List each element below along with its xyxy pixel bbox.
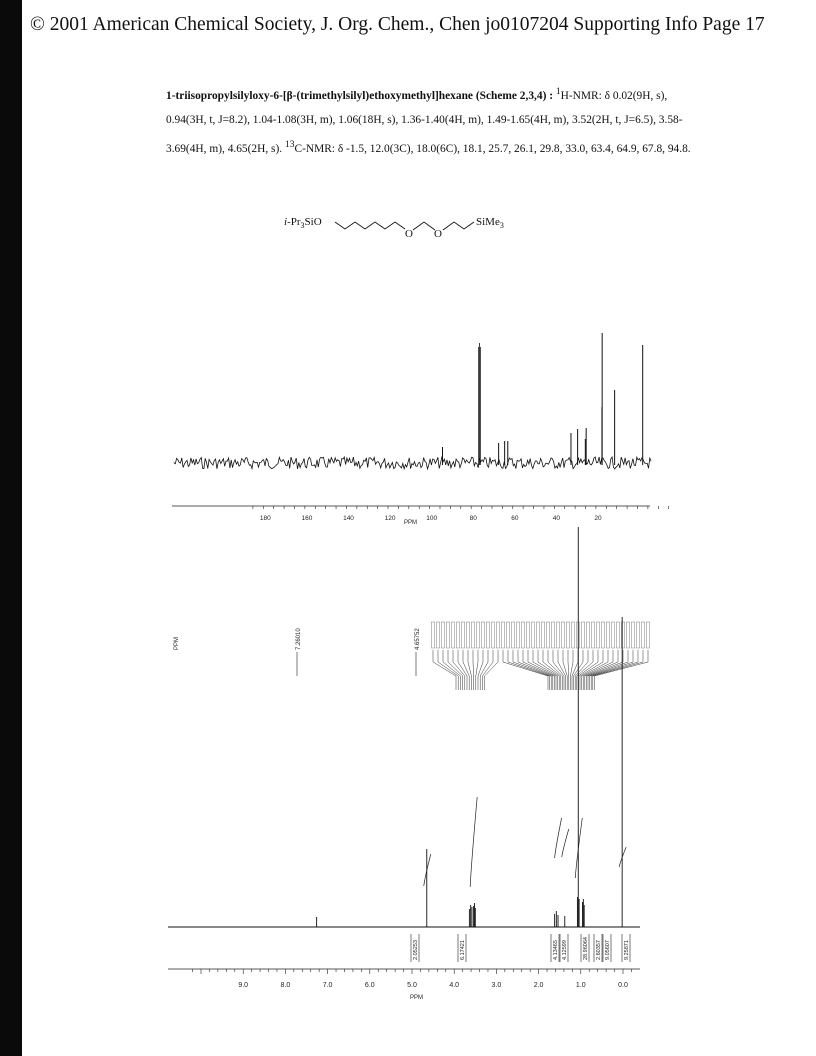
h1-integral-label: 2.60357 <box>596 940 602 960</box>
h1-axis-unit: PPM <box>410 995 424 1001</box>
h1-peak-list-entry <box>556 622 559 648</box>
scan-edge-bar <box>0 0 22 1056</box>
h1-peak-list-leader <box>508 650 550 690</box>
h1-peak-list-leader <box>518 650 553 690</box>
h1-tick-label: 0.0 <box>618 982 628 989</box>
h1-peak-list-entry <box>461 622 464 648</box>
c-nmr-label: C-NMR: <box>294 142 335 155</box>
h1-peak-list-leader <box>458 650 467 690</box>
h1-peak-list-entry <box>591 622 594 648</box>
h1-peak-list-leader <box>443 650 460 690</box>
h1-peak-list-entry <box>581 622 584 648</box>
h1-peak-list-leader <box>586 650 623 690</box>
h1-tick-label: 1.0 <box>575 982 586 989</box>
h1-peak-list-leader <box>570 650 573 690</box>
copyright-symbol: © <box>30 14 45 35</box>
c13-tick-label: 60 <box>511 515 519 522</box>
h1-peak-list-entry <box>561 622 564 648</box>
h1-peak-list-leader <box>582 650 608 690</box>
h1-peak-list-entry <box>506 622 509 648</box>
h1-integral-label: 9.25871 <box>624 940 630 960</box>
c13-tick-label: 140 <box>343 515 354 522</box>
h1-peak-list-leader <box>503 650 548 690</box>
h1-integral-curve <box>562 829 569 857</box>
h1-peak-list-leader <box>533 650 558 690</box>
h1-peak-list-entry <box>571 622 574 648</box>
h1-peak-label-465: 4.65752 <box>415 628 421 650</box>
structure-right-group: SiMe$_3$ <box>476 216 504 230</box>
h1-integral-label: 9.05607 <box>605 940 611 960</box>
h1-peak-list-entry <box>601 622 604 648</box>
h1-peak-list-leader <box>468 650 471 690</box>
h1-integral-label: 2.05253 <box>413 940 419 960</box>
header-text: 2001 American Chemical Society, J. Org. Chem., Chen jo0107204 Supporting Info Page 17 <box>44 14 765 35</box>
c13-peaks <box>442 333 642 465</box>
h1-peak-list-leader <box>433 650 456 690</box>
h1-peak-label-726: 7.26010 <box>296 628 302 650</box>
c13-tick-label: 40 <box>552 515 561 522</box>
h1-tick-label: 6.0 <box>364 982 375 989</box>
h1-peak-list-leader <box>553 650 564 690</box>
chemical-structure <box>284 210 544 240</box>
h1-peak-list-entry <box>611 622 614 648</box>
h1-integral-curve <box>424 854 431 886</box>
h1-integral-curve <box>555 818 562 858</box>
c13-tick-label: 20 <box>594 515 602 522</box>
h1-peak-list-entry <box>521 622 524 648</box>
h1-peak-list-entry <box>516 622 519 648</box>
h1-peak-list-entry <box>486 622 489 648</box>
structure-acetal <box>413 222 435 230</box>
h1-peak-list-entry <box>496 622 499 648</box>
h1-peak-list-entry <box>441 622 444 648</box>
c13-tick-label: 160 <box>301 515 313 522</box>
h1-integral-curves <box>424 797 626 887</box>
h1-peak-list <box>431 622 649 690</box>
h-nmr-superscript: 1 <box>555 87 561 97</box>
h1-peak-list-leader <box>543 650 561 690</box>
c13-tick-label: 80 <box>469 515 477 522</box>
h1-tick-label: 7.0 <box>322 982 333 989</box>
h1-tick-label: 4.0 <box>449 982 460 989</box>
h1-peak-list-entry <box>446 622 449 648</box>
c13-axis-unit: PPM <box>404 520 418 526</box>
h1-peak-list-entry <box>476 622 479 648</box>
c13-tick-label: 100 <box>426 515 438 522</box>
h1-tick-label: 3.0 <box>491 982 502 989</box>
h1-peak-list-leader <box>563 650 567 690</box>
compound-title: 1-triisopropylsilyloxy-6-[β-(trimethylsilyl)ethoxymethyl]hexane (Scheme 2,3,4) : <box>166 89 553 102</box>
h1-integral-label: 4.12599 <box>562 940 568 960</box>
h1-peak-list-entry <box>596 622 599 648</box>
c13-tick-label: 120 <box>384 515 396 522</box>
h1-peak-list-entry <box>481 622 484 648</box>
structure-chain <box>335 222 405 229</box>
h1-peak-list-entry <box>616 622 619 648</box>
h1-peak-list-entry <box>456 622 459 648</box>
h1-integral-label: 28.96064 <box>583 937 589 960</box>
h1-peak-list-leader <box>574 650 583 690</box>
h1-tick-label: 2.0 <box>533 982 544 989</box>
h1-peak-list-leader <box>485 650 498 690</box>
h1-peak-list-leader <box>463 650 469 690</box>
h-nmr-label: H-NMR: <box>560 89 602 102</box>
h1-peaks <box>317 527 623 927</box>
h1-peak-list-leader <box>538 650 559 690</box>
h1-peak-list-leader <box>585 650 618 690</box>
h1-tick-label: 8.0 <box>280 982 291 989</box>
h1-integral-curve <box>470 797 477 887</box>
h1-peak-list-leader <box>594 650 648 690</box>
h1-peak-list-leader <box>590 650 633 690</box>
h1-integral-labels <box>411 934 630 962</box>
h1-peak-list-leader <box>578 650 598 690</box>
h1-peak-list-entry <box>526 622 529 648</box>
h1-integral-curve <box>619 847 626 867</box>
h1-peak-list-leader <box>558 650 566 690</box>
h1-peak-list-leader <box>568 650 569 690</box>
c13-tick-label: 180 <box>259 515 271 522</box>
h1-peak-list-entry <box>536 622 539 648</box>
h1-peak-list-leader <box>580 650 603 690</box>
h1-integral-label: 6.17421 <box>460 940 466 960</box>
h1-peak-list-entry <box>621 622 624 648</box>
c-nmr-superscript: 13 <box>284 139 295 150</box>
h1-peak-list-leader <box>572 650 578 690</box>
h1-peak-list-leader <box>575 650 588 690</box>
h1-peak-list-entry <box>491 622 494 648</box>
h-nmr-data: δ 0.02(9H, s), 0.94(3H, t, J=8.2), 1.04-1.08(3H, m), 1.06(18H, s), 1.36-1.40(4H, m), 1.49-1.65(4H, m), 3.52(2H, t, J=6.5), 3.58-3.69(4H, m), 4.65(2H, s). <box>166 89 683 155</box>
h1-peak-list-leader <box>438 650 458 690</box>
h1-peak-list-entry <box>646 622 649 648</box>
c-nmr-data: δ -1.5, 12.0(3C), 18.0(6C), 18.1, 25.7, 26.1, 29.8, 33.0, 63.4, 64.9, 67.8, 94.8. <box>337 142 691 155</box>
h1-peak-list-entry <box>576 622 579 648</box>
h1-peak-list-entry <box>501 622 504 648</box>
h1-peak-list-header: PPM <box>174 636 180 650</box>
page-header <box>30 14 765 36</box>
h1-peak-list-leader <box>480 650 488 690</box>
h1-peak-list-entry <box>436 622 439 648</box>
h1-peak-list-leader <box>548 650 562 690</box>
h1-peak-list-leader <box>588 650 628 690</box>
c13-baseline-noise <box>174 457 651 469</box>
h1-peak-list-entry <box>631 622 634 648</box>
h1-peak-list-entry <box>531 622 534 648</box>
h1-peak-list-entry <box>431 622 434 648</box>
h1-peak-list-entry <box>451 622 454 648</box>
h1-peak-list-leader <box>478 650 483 690</box>
h1-peak-list-leader <box>593 650 643 690</box>
h1-peak-list-leader <box>482 650 493 690</box>
h1-peak-list-entry <box>466 622 469 648</box>
h1-peak-list-leader <box>591 650 638 690</box>
h1-peak-list-leader <box>448 650 463 690</box>
h1-peak-list-entry <box>586 622 589 648</box>
h1-tick-label: 5.0 <box>407 982 417 989</box>
structure-left-group: $i-Pr_3SiO$ <box>284 216 322 230</box>
h1-peak-list-leader <box>453 650 465 690</box>
h1-peak-list-leader <box>473 650 474 690</box>
h1-peak-list-entry <box>471 622 474 648</box>
h1-peak-list-leader <box>528 650 556 690</box>
compound-description <box>166 80 706 161</box>
structure-ethyl <box>443 222 474 230</box>
h1-peak-list-entry <box>511 622 514 648</box>
h1-integral-curve <box>575 818 582 878</box>
structure-oxygen-2: O <box>434 228 442 240</box>
h1-peak-list-leader <box>583 650 613 690</box>
h1-integral-label: 4.13465 <box>553 940 559 960</box>
h1-axis-ticks <box>193 969 632 989</box>
structure-oxygen-1: O <box>405 228 413 240</box>
h1-peak-list-entry <box>626 622 629 648</box>
h1-peak-list-leader <box>476 650 478 690</box>
h1-peak-list-entry <box>541 622 544 648</box>
h1-peak-list-entry <box>546 622 549 648</box>
h1-peak-list-leader <box>513 650 551 690</box>
h1-peak-list-entry <box>606 622 609 648</box>
h1-tick-label: 9.0 <box>238 982 249 989</box>
h1-peak-list-leader <box>577 650 593 690</box>
h1-peak-list-entry <box>636 622 639 648</box>
h1-peak-list-entry <box>551 622 554 648</box>
c13-axis-ticks <box>253 506 669 522</box>
h1-peak-list-entry <box>641 622 644 648</box>
h1-peak-list-entry <box>566 622 569 648</box>
h1-peak-list-leader <box>523 650 554 690</box>
